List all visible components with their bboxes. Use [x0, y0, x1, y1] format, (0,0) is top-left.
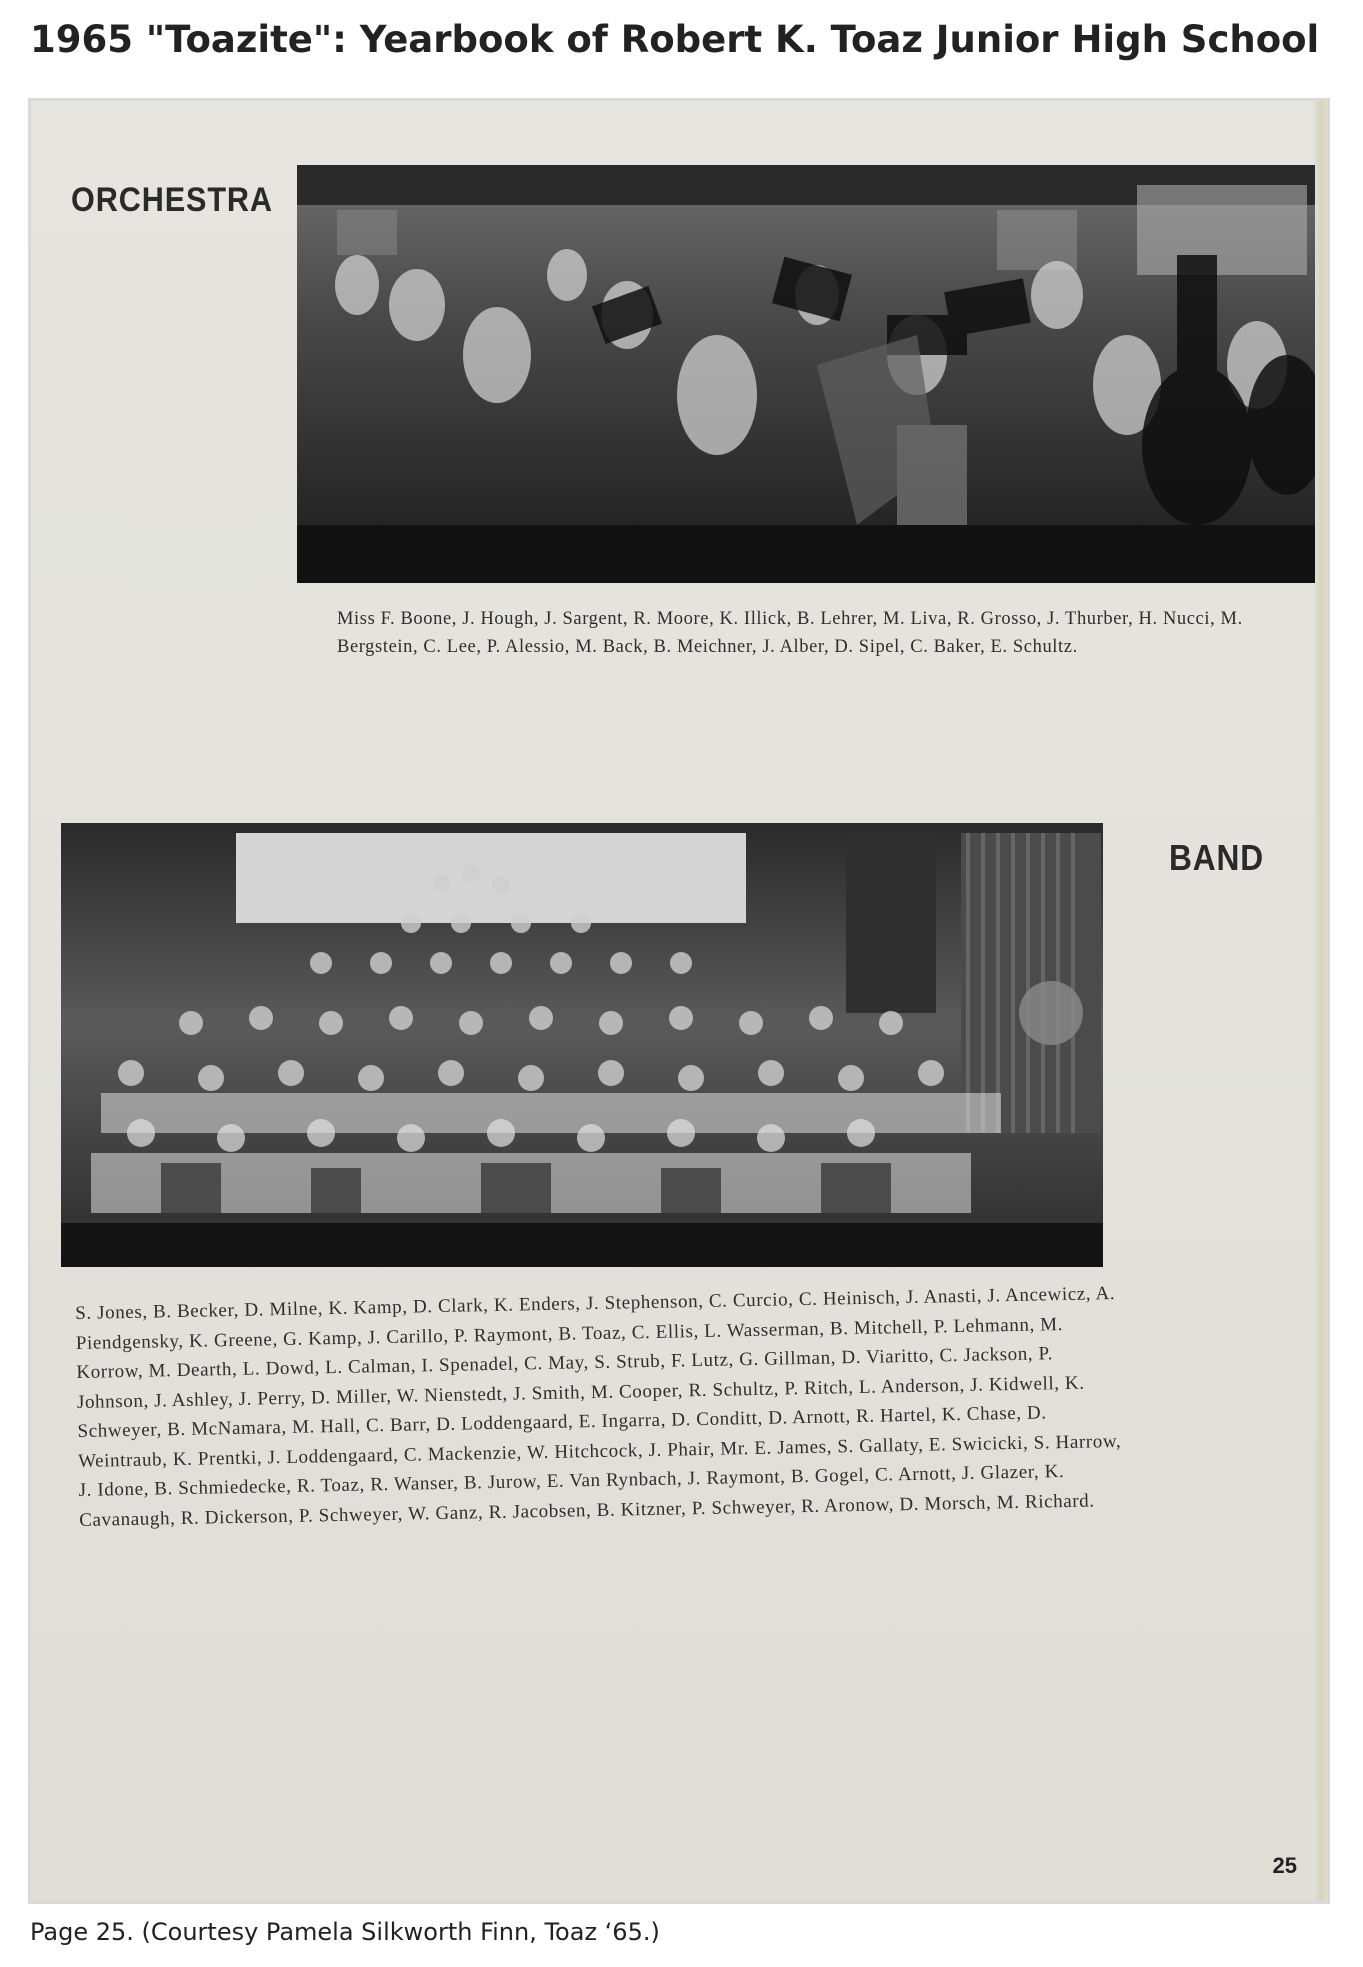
orchestra-caption: Miss F. Boone, J. Hough, J. Sargent, R. Moore, K. Illick, B. Lehrer, M. Liva, R. Grosso, J. Thurber, H. Nucci, M. Bergstein, C. Lee, P. Alessio, M. Back, B. Meichner, J. Alber, D. Sipel, C. Baker, E. Schultz. — [337, 609, 1243, 657]
band-heading: BAND — [1169, 837, 1265, 878]
band-caption: S. Jones, B. Becker, D. Milne, K. Kamp, D. Clark, K. Enders, J. Stephenson, C. Curcio, C. Heinisch, J. Anasti, J. Ancewicz, A. Piendgensky, K. Greene, G. Kamp, J. Carillo, P. Raymont, B. Toaz, C. Ellis, L. Wasserman, B. Mitchell, P. Lehmann, M. Korrow, M. Dearth, L. Dowd, L. Calman, I. Spenadel, C. May, S. Strub, F. Lutz, G. Gillman, D. Viaritto, C. Jackson, P. Johnson, J. Ashley, J. Perry, D. Miller, W. Nienstedt, J. Smith, M. Cooper, R. Schultz, P. Ritch, L. Anderson, J. Kidwell, K. Schweyer, B. McNamara, M. Hall, C. Barr, D. Loddengaard, E. Ingarra, D. Conditt, D. Arnott, R. Hartel, K. Chase, D. Weintraub, K. Prentki, J. Loddengaard, C. Mackenzie, W. Hitchcock, J. Phair, Mr. E. James, S. Gallaty, E. Swicicki, S. Harrow, J. Idone, B. Schmiedecke, R. Toaz, R. Wanser, B. Jurow, E. Van Rynbach, J. Raymont, B. Gogel, C. Arnott, J. Glazer, K. Cavanaugh, R. Dickerson, P. Schweyer, W. Ganz, R. Jacobsen, B. Kitzner, P. Schweyer, R. Aronow, D. Morsch, M. Richard. — [75, 1283, 1122, 1531]
page-edge — [1313, 101, 1327, 1901]
yearbook-page — [31, 101, 1327, 1901]
footer-caption: Page 25. (Courtesy Pamela Silkworth Finn, Toaz ‘65.) — [30, 1918, 660, 1946]
orchestra-heading: ORCHESTRA — [71, 181, 273, 219]
orchestra-photo — [297, 165, 1315, 583]
yearbook-page-number: 25 — [1272, 1853, 1297, 1878]
page-title: 1965 "Toazite": Yearbook of Robert K. Toaz Junior High School — [30, 18, 1320, 61]
band-photo — [61, 823, 1103, 1267]
